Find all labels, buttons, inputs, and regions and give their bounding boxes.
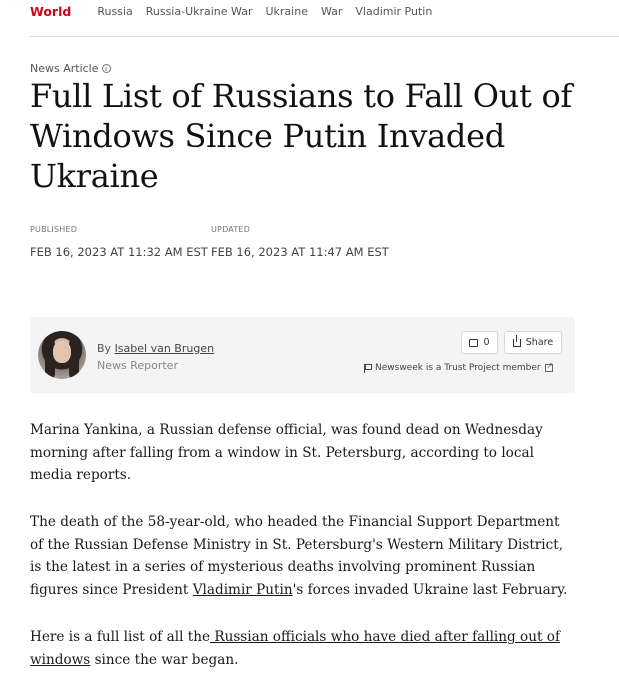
- external-link-icon: [545, 364, 553, 372]
- comment-icon: [469, 339, 478, 347]
- topic-link-vladimir-putin[interactable]: Vladimir Putin: [355, 4, 433, 18]
- comment-count: 0: [483, 337, 490, 348]
- flag-icon: [363, 364, 371, 372]
- share-button[interactable]: [504, 331, 562, 354]
- byline-box: [30, 317, 575, 393]
- share-icon: [513, 339, 521, 347]
- share-label: Share: [525, 337, 554, 348]
- topic-link-ukraine[interactable]: Ukraine: [265, 4, 308, 18]
- published-label: PUBLISHED: [30, 225, 78, 234]
- paragraph-3: [30, 626, 575, 671]
- paragraph-3-text-a: Here is a full list of all the: [30, 629, 211, 645]
- paragraph-1: Marina Yankina, a Russian defense official, was found dead on Wednesday morning after falling from a window in St. Petersburg, according to local media reports.: [30, 422, 543, 483]
- by-prefix: By: [97, 342, 115, 355]
- comments-button[interactable]: [461, 331, 498, 354]
- author-role: News Reporter: [97, 359, 178, 372]
- published-date: FEB 16, 2023 AT 11:32 AM EST: [30, 245, 208, 259]
- updated-block: [211, 225, 389, 259]
- russian-officials-link[interactable]: Russian officials who have died after falling out of windows: [30, 629, 560, 668]
- paragraph-2-text-a: The death of the 58-year-old, who headed the Financial Support Department of the Russian Defense Ministry in St. Petersburg's Western Military District, is the latest in a series of mysterious deaths involving prominent Russian figures since President: [30, 514, 564, 598]
- author-name-link[interactable]: Isabel van Brugen: [114, 342, 215, 355]
- article-headline: Full List of Russians to Fall Out of Windows Since Putin Invaded Ukraine: [30, 77, 572, 195]
- article-type: [30, 62, 111, 75]
- topic-link-war[interactable]: War: [320, 4, 343, 18]
- topic-link-russia-ukraine-war[interactable]: Russia-Ukraine War: [145, 4, 253, 18]
- published-block: [30, 225, 208, 259]
- top-navigation: [30, 0, 619, 37]
- section-link-world[interactable]: World: [30, 3, 72, 19]
- paragraph-2-text-b: 's forces invaded Ukraine last February.: [292, 581, 568, 598]
- author-line: [97, 342, 214, 355]
- info-icon[interactable]: i: [102, 64, 111, 73]
- trust-text: Newsweek is a Trust Project member: [375, 363, 541, 373]
- article-type-label: News Article: [30, 62, 99, 75]
- updated-label: UPDATED: [211, 225, 251, 234]
- topic-link-russia[interactable]: Russia: [97, 4, 133, 18]
- trust-project-link[interactable]: [363, 363, 553, 373]
- paragraph-2: [30, 511, 575, 601]
- author-avatar[interactable]: [38, 331, 86, 379]
- vladimir-putin-link[interactable]: Vladimir Putin: [192, 581, 293, 598]
- paragraph-3-text-b: since the war began.: [90, 651, 239, 668]
- updated-date: FEB 16, 2023 AT 11:47 AM EST: [211, 245, 389, 259]
